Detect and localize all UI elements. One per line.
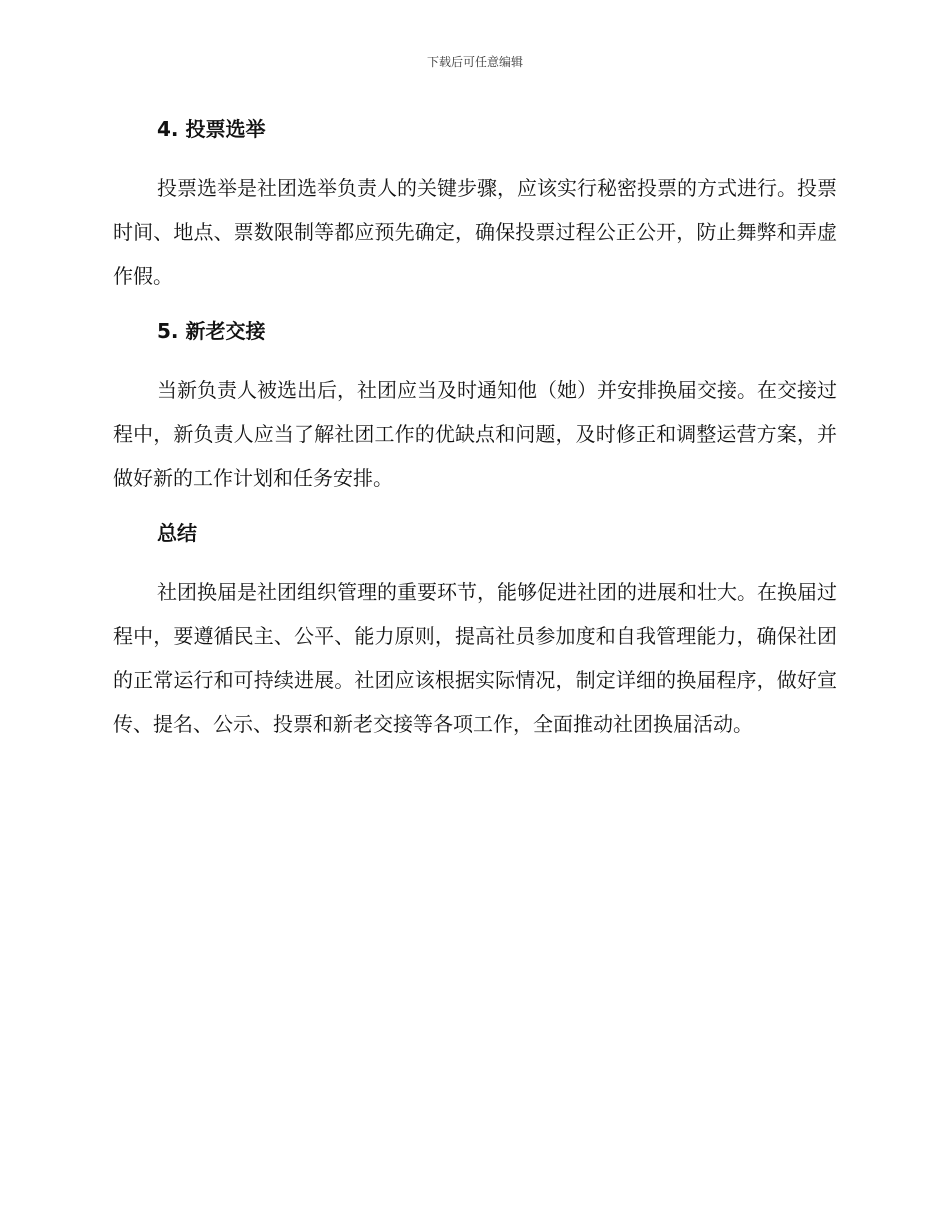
paragraph-handover: 当新负责人被选出后，社团应当及时通知他（她）并安排换届交接。在交接过程中，新负责人应当了解社团工作的优缺点和问题，及时修正和调整运营方案，并做好新的工作计划和任务安排。 <box>113 378 837 490</box>
page-header: 下载后可任意编辑 <box>426 55 523 69</box>
section-heading-summary: 总结 <box>157 521 197 545</box>
section-heading-handover: 5. 新老交接 <box>157 319 266 343</box>
document-body <box>113 112 837 746</box>
section-heading-voting: 4. 投票选举 <box>157 117 266 141</box>
paragraph-voting: 投票选举是社团选举负责人的关键步骤，应该实行秘密投票的方式进行。投票时间、地点、票数限制等都应预先确定，确保投票过程公正公开，防止舞弊和弄虚作假。 <box>113 176 837 288</box>
paragraph-summary: 社团换届是社团组织管理的重要环节，能够促进社团的进展和壮大。在换届过程中，要遵循民主、公平、能力原则，提高社员参加度和自我管理能力，确保社团的正常运行和可持续进展。社团应该根据实际情况，制定详细的换届程序，做好宣传、提名、公示、投票和新老交接等各项工作，全面推动社团换届活动。 <box>113 580 837 736</box>
